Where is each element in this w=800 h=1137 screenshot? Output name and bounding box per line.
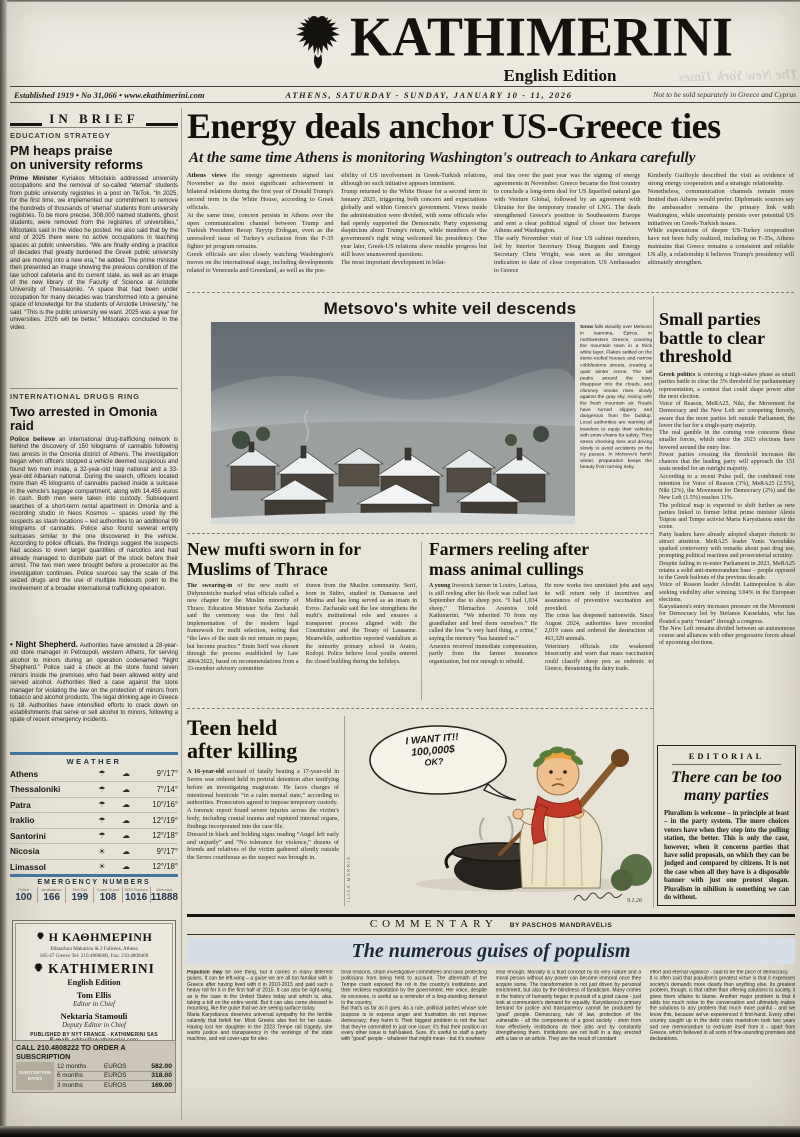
publisher-box-inner <box>15 923 173 1049</box>
right-column-divider <box>653 296 654 908</box>
weather-temp: 10°/16° <box>152 800 178 810</box>
subscription-rates <box>16 1062 172 1090</box>
lead-column-3: eral ties over the past year was the signing of energy agreements in November. Greece became the first country to conclude a long-term deal for US liquefied natural gas with Venture Global, followed by an agreement with Ukraine for the temporary transfer of LNG. The deals strengthened Greece's position in Southeastern Europe and sent a clear political signal of closer ties between Athens and Washington. The early November visit of four US cabinet members, led by Interior Secretary Doug Burgum and Energy Secretary Chris Wright, was seen as the strongest indication to date of close cooperation. US Ambassador to Greece <box>494 172 641 275</box>
editorial-label: EDITORIAL <box>688 751 765 761</box>
editor-title: Editor in Chief <box>73 999 115 1008</box>
cloud-icon: ☁ <box>122 846 130 856</box>
weather-label: WEATHER <box>66 756 122 766</box>
editorial-body: Pluralism is welcome – in principle at least – in the party system. The more choices voters have when they step into the polling station, the better. This is only the case, however, when it concerns parties that have solid proposals, on which they can be judged and compared by citizens. It is not the case when all they have is a disposable banner with just one protest slogan. Pluralism in nihilism is something we can do without. <box>664 809 789 902</box>
weather-city: Iraklio <box>10 815 35 826</box>
weather-temp: 9°/17° <box>156 769 178 779</box>
editorial-cartoon <box>346 712 652 908</box>
editorial-rule <box>672 764 781 765</box>
farmers-lede: A young <box>429 583 451 590</box>
rain-icon: ☂ <box>98 784 106 794</box>
deputy-editor-title: Deputy Editor in Chief <box>62 1020 126 1029</box>
emergency-item: Coast Guard 108 <box>93 887 121 904</box>
lead-headline: Energy deals anchor US-Greece ties <box>187 106 721 146</box>
weather-temp: 7°/14° <box>156 784 178 794</box>
weather-row <box>10 844 178 860</box>
brief-education-lede: Prime Minister <box>10 174 58 182</box>
teen-body: A 16-year-old accused of fatally beating a 17-year-old in Serres was ordered held in pretrial detention after testifying before an investigating magistrate. He faces charges of intentional homicide “in a calm mental state,” according to authorities. Prosecutors agreed to impose temporary custody. A forensic report found severe injuries across the victim's body, including cranial trauma and ruptured internal organs, findings incorporated into the case file. Dressed in black and holding signs reading “Angel left early and unjustly” and “No tolerance for violence,” dozens of friends and relatives of the victim gathered silently outside the Serres courthouse as the suspect was brought in. <box>187 768 339 862</box>
bubble-line-2: 100,000$ <box>410 743 456 759</box>
emergency-panel <box>10 874 178 903</box>
publisher-address-2: 185-47 Greece Tel: 210.4808000, Fax: 210.4808460 <box>39 952 149 959</box>
sun-icon: ☀ <box>98 846 106 856</box>
weather-city: Athens <box>10 768 39 779</box>
eagle-icon <box>36 932 45 942</box>
lead-body <box>187 172 794 288</box>
farmers-column-1: A young livestock farmer in Loutro, Larissa, is still reeling after his flock was culled last September due to sheep pox. “I had 1,034 sheep,” Tilemachos Arsenios told Kathimerini. “We inherited 70 from my grandfather and bred them ourselves.” He called the loss “a very hard thing, a crime,” saying the memory “has haunted us.” Arsenios received immediate compensation, partly from the farmer insurance organization, but not enough to rebuild. <box>429 583 538 665</box>
emergency-item: SOS Doctors 1016 <box>122 887 150 904</box>
mufti-headline: New mufti sworn in for Muslims of Thrace <box>187 539 362 579</box>
farmers-headline: Farmers reeling after mass animal cullings <box>429 539 590 579</box>
cloud-icon: ☁ <box>122 815 130 825</box>
brief-night-shepherd <box>10 640 178 748</box>
cloud-icon: ☁ <box>122 784 130 794</box>
info-dateline: ATHENS, SATURDAY - SUNDAY, JANUARY 10 - 11, 2026 <box>285 89 573 100</box>
commentary-top-rule <box>187 914 795 917</box>
mufti-article <box>187 540 417 701</box>
signature-scribble-icon <box>572 892 624 904</box>
publisher-address-1: Ethnarhou Makariou & 2 Falireos, Athens <box>50 946 138 952</box>
metsovo-caption-lede: Snow <box>580 324 594 330</box>
mufti-column-1: The swearing-in of the new mufti of Didymoteicho marked what officials called a new chapter for the Muslim minority of Thrace. Education Minister Sofia Zacharaki said the ceremony was the first full implementation of the modern legal framework for mufti selection, noting that “the laws of the state do not remain on paper, but become practice.” Emin Serif was chosen through the process established by Law 4964/2022, based on recommendations from a 33-member advisory committee <box>187 583 299 673</box>
emergency-item: Police 100 <box>15 886 32 903</box>
info-sale-notice: Not to be sold separately in Greece and Cyprus <box>653 90 796 99</box>
weather-temp: 12°/18° <box>152 862 178 872</box>
cartoon-signature: 9.1.26 <box>572 892 642 904</box>
in-brief-label: IN BRIEF <box>49 111 139 126</box>
commentary-column-1: Populism may be one thing, but it comes in many different guises. It can be left-wing – a guise we are all too familiar with in Greece after having lived with it in 2010-2015 and paid such a heavy toll for it in the first half of 2015. It can also be right-wing, as is the case in the United States today and which is, alas, taking a toll on the entire world. But it can also come dressed in mourning, like the guise that we are seeing surface today. Maria Karystianou deserves universal sympathy for the terrible calamity that befell her. Most Greeks also feel for her cause. Having lost her daughter in the 2023 Tempe rail tragedy, she wants justice and transparency in the workings of the state machine, and not cover-ups for elec- <box>187 970 333 1042</box>
mufti-column-2: drawn from the Muslim community. Serif, born in Sidiro, studied in Damascus and Medina and has long served as an imam in Evros. Zacharaki said the law strengthens the mufti's institutional role and ensures a transparent process aligned with the Constitution and the Treaty of Lausanne. Meanwhile, authorities reported vandalism at the minority primary school in Aratos, Rodopi. Police believe local youths entered the closed building during the holidays. <box>305 583 417 665</box>
kathimerini-eagle-logo <box>293 14 343 72</box>
mufti-body <box>187 583 417 701</box>
eagle-icon <box>33 963 44 975</box>
brief-drugs <box>10 388 178 634</box>
weather-city: Limassol <box>10 861 46 872</box>
print-through-ghost-text: The New York Times <box>678 67 799 86</box>
brief-education-body: Prime Minister Kyriakos Mitsotakis addressed university occupations and the removal of so-called “eternal” students from public university registries in a post on TikTok. “In 2025, for the first time, we implemented our commitment to remove the hundreds of thousands of ‘eternal’ students from university registries. To be more precise, 308,000 named students, ghost students, were removed from the registries of universities,” Mitsotakis said in the video he posted. He also said that by the end of 2025 there were no active occupations in teaching spaces at public universities. “We are finally ending a practice of decades that greatly burdened the Greek public university and are moving into a new era,” he added. The prime minister then presented an image showing the previous condition of the law school cafeteria and its current state, as well as an image of the new library of the Faculty of Science at Aristotle University of Thessaloniki. “A space that had been under occupation for many decades was transformed into a genuine space of knowledge for the students of Aristotle University,” he said. “This is the public university we want. 2025 was a year for universities. 2026 will be better,” Mitsotakis concluded in the video. <box>10 174 178 331</box>
commentary-column-2: toral reasons, sham investigative committees and laws protecting politicians from being held to account. The aftermath of the Tempe crash exposed the rot in the country's institutions and their reckless exploitation by the government. Her voice, despite its excesses, is useful as a reminder of a long-standing demand in the country. But that's as far as it goes. As a rule, political parties whose sole purpose is to express anger and frustration do not improve democracy; they harm it. Their biggest problem is not the fact that they're committed to just one issue; it's that their position on every other issue is half-baked. Sure, it's useful to staff a party with “good” people - whatever that might mean - but it's nowhere <box>341 970 487 1042</box>
lead-lede: Athens views <box>187 172 227 179</box>
lead-column-2: sibility of US involvement in Greek-Turkish relations, although no such initiative appears imminent. Trump returned to the White House for a second term in January 2025, triggering both concern and expectations globally and within Greece's government. Views inside the administration were divided, with some officials who had openly supported the Democratic Party expressing skepticism about Trump's return, while members of the government's right wing welcomed his presidency. One year later, Greek-US relations show notable progress but still leave unanswered questions. The most important development in bilat- <box>340 172 487 267</box>
farmers-column-2: He now works two unrelated jobs and says he will return only if incentives and assurances of preventive vaccination are provided. The crisis has deepened nationwide. Since August 2024, authorities have recorded 2,019 cases and ordered the destruction of 463,329 animals. Veterinary officials cite weakened biosecurity and warn that mass vaccination could classify sheep pox as endemic to Greece, threatening the dairy trade. <box>544 583 653 673</box>
commentary-header <box>187 918 795 930</box>
emergency-top-rule <box>10 874 178 877</box>
rain-icon: ☂ <box>98 815 106 825</box>
publisher-greek-title-row <box>18 928 170 946</box>
brief-education <box>10 127 178 385</box>
section-divider-dashed <box>187 708 653 709</box>
brief-education-headline: PM heaps praise on university reforms <box>10 143 143 172</box>
weather-temp: 9°/17° <box>156 846 178 856</box>
rain-icon: ☂ <box>98 769 106 779</box>
bubble-line-3: OK? <box>424 756 444 768</box>
brief-drugs-kicker: INTERNATIONAL DRUGS RING <box>10 388 178 401</box>
article-divider <box>344 716 345 906</box>
deputy-editor-name: Nektaria Stamouli <box>60 1010 128 1021</box>
metsovo-caption <box>580 324 652 522</box>
sun-icon: ☀ <box>98 862 106 872</box>
publisher-greek-title: Η ΚΑΘΗΜΕΡΙΝΗ <box>48 930 153 944</box>
small-parties-lede: Greek politics <box>659 372 696 379</box>
subscription-call-line: CALL 210.4808222 TO ORDER A SUBSCRIPTION <box>16 1043 126 1061</box>
subscription-rows <box>57 1062 172 1090</box>
commentary-lede: Populism may <box>187 970 223 976</box>
weather-city: Patra <box>10 799 31 810</box>
emergency-item: Directory 11888 <box>150 886 178 903</box>
cloud-icon: ☁ <box>122 862 130 872</box>
page-edge-top <box>0 0 800 2</box>
weather-city: Thessaloniki <box>10 784 61 795</box>
in-brief-bar-right <box>146 123 178 127</box>
weather-city: Santorini <box>10 830 46 841</box>
commentary-headline: The numerous guises of populism <box>351 939 631 962</box>
cloud-icon: ☁ <box>122 769 130 779</box>
cloud-icon: ☁ <box>122 800 130 810</box>
teen-article <box>187 716 339 902</box>
editorial-box <box>657 745 796 906</box>
small-parties-body: Greek politics is entering a high-stakes phase as small parties battle to clear the 3% threshold for parliamentary representation, a contest that could shape power after the next election. Voice of Reason, MeRA25, Niki, the Movement for Democracy and the New Left are competing fiercely, aware that the more parties left outside Parliament, the lower the bar for a single-party majority. The real gamble in the coming vote concerns these smaller forces, which since the 2023 elections have hovered around the entry line. Fewer parties crossing the threshold increases the chances that the leading party will approach the 151 seats needed for an outright majority. According to a recent Pulse poll, the combined vote intention for Voice of Reason (3%), MeRA25 (2.5%), Niki (2%), the Movement for Democracy (2%) and the New Left (1.5%) reaches 11%. The political map is expected to shift further as new parties linked to former leftist prime minister Alexis Tsipras and Tempe activist Maria Karystianou enter the scene. Party leaders have already adopted sharper rhetoric to attract attention. MeRA25 leader Yanis Varoufakis sparked controversy with remarks about past drug use, prompting political reactions and prosecutorial scrutiny. Despite failing to re-enter Parliament in 2023, MeRA25 retains a solid anti-memorandum base – people opposed to the Greek bailouts of the previous decade. Voice of Reason leader Afroditi Latinopoulou is also seeking visibility after winning 3.04% in the European elections. Karystianou's entry increases pressure on the Movement for Democracy led by Stefanos Kasselakis, who has floated a party “restart” through a congress. The New Left remains divided between an autonomous course and alliances with other progressive forces ahead of upcoming elections. <box>659 372 795 647</box>
weather-row <box>10 813 178 829</box>
subscription-box <box>12 1040 176 1093</box>
subscription-row: 3 months EUROS 169.00 <box>57 1081 172 1089</box>
metsovo-photo <box>211 322 575 524</box>
commentary-byline: BY PASCHOS MANDRAVELIS <box>509 922 613 929</box>
page-edge-left <box>0 0 7 1137</box>
weather-row <box>10 782 178 798</box>
teen-lede: A 16-year-old <box>187 768 224 776</box>
weather-temp: 12°/19° <box>152 815 178 825</box>
commentary-column-3: near enough. Morality is a fluid concept by its very nature and a moral person without any power can become immoral once they acquire some. The transformation is not just driven by personal enrichment, but also by the blindness of fanaticism. Many crimes in the history of humanity began in pursuit of a good cause - just look at communism's demand for equality. Karystianou's primary demand for justice and transparency cannot be produced by “good” people. Democracy, rule of law, protection of the vulnerable - all the components of a good society - stem from how effectively institutions do their jobs and by constantly strengthening them. Institutions are not built in a day, erected with a law or an article. They are the result of constant <box>495 970 642 1042</box>
emergency-item: Ambulance 166 <box>37 887 65 904</box>
publisher-edition: English Edition <box>67 977 121 987</box>
emergency-item: Fire Dpt 199 <box>65 887 93 904</box>
metsovo-headline: Metsovo's white veil descends <box>323 299 577 318</box>
in-brief-header <box>10 111 178 127</box>
lead-column-4: Kimberly Guilfoyle described the visit as evidence of strong energy cooperation and a strategic relationship. Nonetheless, communication channels remain more limited than Athens would prefer. Diplomatic sources say the ambassador remains the primary link with Washington, while uncertainty persists over potential US initiatives on Greek-Turkish issues. While expectations of deeper US-Turkey cooperation have not been fully realized, including on F-35s, Athens maintains that Greece remains a consistent and reliable US ally, a relationship it believes Trump's presidency will ultimately strengthen. <box>647 172 794 267</box>
editorial-headline: There can be too many parties <box>671 769 782 804</box>
commentary-headline-band <box>187 938 795 964</box>
metsovo-caption-text: Snow falls steadily over Metsovo in Ioannina, Epirus, in northwestern Greece, covering the mountain town in a thick white layer. Flakes settled on the stone-roofed houses and narrow cobblestone streets, creating a quiet winter scene. The tall peaks around the town disappear into the clouds, and chimney smoke rises slowly against the gray sky, mixing with the fresh mountain air. Roads have turned slippery and dangerous from the buildup. Local authorities are warning all travelers to equip their vehicles with snow chains for safety. They stress checking tires and driving slowly to avoid accidents on the icy passes. In Metsovo's harsh winter, preparation keeps the beauty from turning risky. <box>580 324 652 470</box>
subscription-row: 6 months EUROS 318.00 <box>57 1072 172 1080</box>
brief-night-shepherd-lede: • Night Shepherd. <box>10 640 78 649</box>
weather-panel <box>10 752 178 875</box>
publisher-title: KATHIMERINI <box>48 960 155 976</box>
weather-row <box>10 860 178 876</box>
weather-city: Nicosia <box>10 846 40 857</box>
commentary-label: COMMENTARY <box>369 918 498 930</box>
in-brief-bar-left <box>10 123 42 127</box>
weather-top-rule <box>10 752 178 755</box>
weather-row <box>10 829 178 845</box>
commentary-column-4: effort and eternal vigilance - said to be the price of democracy. It is often said that populism's greatest virtue is that it expresses society's demands more clearly than anything else. Its greatest problem, though, is that rather than offering solutions to society, i gives them villains to blame. Another major problem is that i adds too much noise to the conversation and ultimately makes the solutions to any problem that much more painful - and we know this, because we've experienced it first-hand. Every other country caught up in the debt crisis maelstrom took two years and one memorandum to extricate itself from it - apart from Greece, which believed in all sorts of fine-sounding promises and declarations. <box>649 970 795 1042</box>
teen-headline: Teen held after killing <box>187 715 298 764</box>
brief-drugs-lede: Police believe <box>10 435 56 443</box>
brief-education-kicker: EDUCATION STRATEGY <box>10 127 178 140</box>
publisher-box <box>12 920 176 1052</box>
brief-night-shepherd-body: • Night Shepherd. Authorities have arrested a 28-year-old store manager in Petroupoli, western Athens, for serving alcohol to minors during an operation codenamed “Night Shepherd.” Police said a check at the store found seven minors inside the premises who had been allowed entry and served alcohol. Authorities filed a case against the store manager for violating the law on the protection of minors from tobacco and alcohol products. The legal drinking age in Greece is 18. Authorities have intensified efforts to crack down on establishments that serve or sell alcohol to minors, following a spate of recent emergency incidents. <box>10 640 178 724</box>
small-parties-article <box>659 310 795 724</box>
publisher-title-row <box>18 960 170 978</box>
published-by-line: PUBLISHED BY NYT FRANCE - KATHIMERINI SAS <box>30 1031 158 1038</box>
page-fold-edge <box>0 1126 800 1137</box>
mufti-lede: The swearing-in <box>187 583 233 590</box>
lead-column-1: Athens views the energy agreements signed last November as the most significant achievement in bilateral relations during the first year of Donald Trump's second term in the White House, according to Greek officials. At the same time, concern persists in Athens over the open communication channel between Trump and Turkish President Recep Tayyip Erdogan, even as the unresolved issue of Turkey's exclusion from the F-35 fighter jet program remains. Greek officials are also closely watching Washington's moves on the international stage, including developments related to Venezuela and Greenland, as well as the pos- <box>187 172 334 275</box>
weather-row <box>10 798 178 814</box>
brief-drugs-headline: Two arrested in Omonia raid <box>10 404 158 433</box>
sidebar-divider <box>181 108 182 1120</box>
farmers-article <box>429 540 653 701</box>
emergency-label: EMERGENCY NUMBERS <box>37 878 151 886</box>
lead-subhead: At the same time Athens is monitoring Washington's outreach to Ankara carefully <box>189 150 696 166</box>
subscription-rates-badge: SUBSCRIPTION RATES <box>16 1062 54 1090</box>
rain-icon: ☂ <box>98 800 106 810</box>
farmers-body <box>429 583 653 701</box>
rain-icon: ☂ <box>98 831 106 841</box>
editor-name: Tom Ellis <box>76 989 112 1000</box>
info-bar <box>10 86 800 103</box>
article-divider <box>421 542 422 700</box>
section-divider-dashed <box>187 292 794 293</box>
bubble-line-1: I WANT IT!! <box>404 731 460 748</box>
emergency-items <box>10 887 178 904</box>
masthead-edition: English Edition <box>503 66 617 85</box>
small-parties-headline: Small parties battle to clear threshold <box>659 309 765 367</box>
weather-temp: 12°/18° <box>152 831 178 841</box>
commentary-body <box>187 970 795 1084</box>
masthead-title: KATHIMERINI <box>350 5 734 69</box>
cloud-icon: ☁ <box>122 831 130 841</box>
subscription-row: 12 months EUROS 582.00 <box>57 1062 172 1070</box>
section-divider-dashed <box>187 533 653 534</box>
cartoonist-credit: ILIAS MAKRIS <box>346 855 351 902</box>
weather-row <box>10 767 178 783</box>
commentary-mid-rule <box>187 934 795 935</box>
info-established: Established 1919 • No 31,066 • www.ekathimerini.com <box>14 89 205 100</box>
brief-drugs-body: Police believe an international drug-trafficking network is behind the discovery of 150 kilograms of cannabis following two arrests in the Omonia district of Athens. The investigation began when officers stopped a vehicle deemed suspicious and found two men inside, a 32-year-old Iraqi national and a 33-year-old Albanian national. During the search, officers located more than 45 kilograms of cannabis packed inside a suitcase in the vehicle's luggage compartment, along with 14,455 euros in cash. Both men were taken into custody. Subsequent searches of a short-term rental apartment in Omonia and a recording studio in Neos Kosmos – spaces used by the suspects as stash locations – led authorities to an additional 99 kilograms of cannabis. Police also found several empty suitcases similar to the one discovered in the vehicle. According to police officials, the findings suggest the suspects had access to even larger quantities of narcotics and had already managed to distribute part of the stock before their arrest. The two men were brought before a prosecutor as the investigation continues. Police sources say the scale of the seized drugs and the use of multiple hideouts point to the involvement of a broader international trafficking operation. <box>10 435 178 592</box>
